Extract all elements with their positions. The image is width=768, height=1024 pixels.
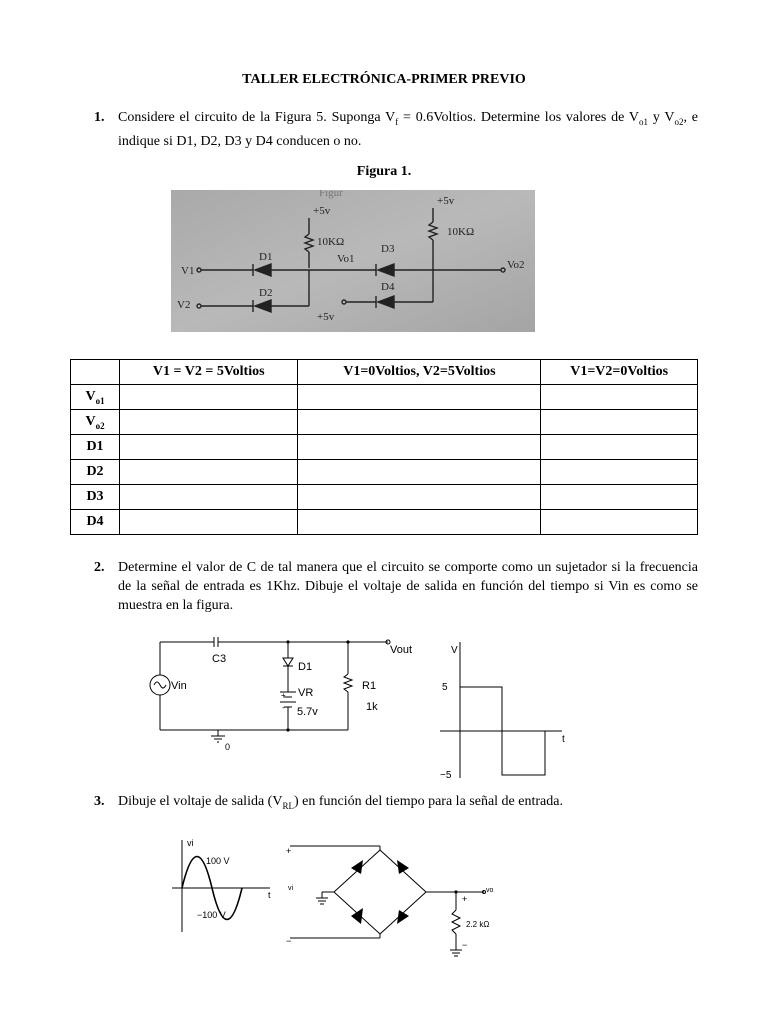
clamper-circuit (140, 630, 420, 755)
label-vr: VR (298, 687, 314, 699)
label-y-axis: V (451, 645, 458, 656)
label-c3: C3 (212, 653, 227, 665)
answer-cell[interactable] (120, 460, 298, 485)
label-vo2: Vo2 (507, 259, 525, 271)
table-row (71, 510, 698, 535)
label-d1: D1 (298, 661, 313, 673)
answer-cell[interactable] (298, 485, 541, 510)
label-plus: + (281, 691, 286, 700)
label-d3: D3 (381, 243, 395, 255)
answer-cell[interactable] (298, 435, 541, 460)
answer-cell[interactable] (120, 435, 298, 460)
question-2 (94, 558, 698, 615)
question-number: 3. (94, 794, 105, 809)
label-vin: Vin (171, 680, 187, 692)
question-number: 1. (94, 110, 105, 125)
label-r1-value: 1k (366, 701, 378, 713)
sine-wave-graph (170, 836, 280, 936)
answer-cell[interactable] (298, 510, 541, 535)
label-trough: −100 V (197, 910, 226, 920)
label-vout: Vout (390, 644, 413, 656)
label-resistor-value: 2.2 kΩ (466, 920, 490, 929)
row-label: D1 (71, 435, 120, 460)
table-header-cell: V1 = V2 = 5Voltios (120, 360, 298, 385)
square-wave-graph (438, 638, 578, 783)
label-vi: vi (288, 885, 294, 892)
label-plus5v-left: +5v (313, 205, 331, 217)
label-x-axis: t (562, 734, 565, 745)
label-ground: 0 (225, 742, 231, 752)
label-d4: D4 (381, 281, 395, 293)
row-label: D4 (71, 510, 120, 535)
label-v2: V2 (177, 299, 191, 311)
answer-cell[interactable] (541, 510, 698, 535)
label-vo1: Vo1 (337, 253, 355, 265)
answer-table (70, 359, 698, 535)
answer-cell[interactable] (298, 460, 541, 485)
circuit-photo (171, 190, 535, 332)
table-header-cell: V1=0Voltios, V2=5Voltios (298, 360, 541, 385)
table-row (71, 385, 698, 410)
question-3 (94, 792, 698, 816)
label-plus5v-bottom: +5v (317, 311, 335, 323)
label-peak: 100 V (206, 856, 230, 866)
table-row (71, 485, 698, 510)
answer-cell[interactable] (120, 385, 298, 410)
label-vr-value: 5.7v (297, 706, 318, 718)
label-out-plus: + (462, 894, 468, 904)
answer-cell[interactable] (541, 435, 698, 460)
question-number: 2. (94, 560, 105, 575)
label-x-axis: t (268, 890, 271, 900)
label-d1: D1 (259, 251, 273, 263)
label-resistor-left: 10KΩ (317, 236, 345, 248)
table-row (71, 460, 698, 485)
page-title: TALLER ELECTRÓNICA-PRIMER PREVIO (242, 72, 526, 87)
label-r1: R1 (362, 680, 377, 692)
figure-caption: Figura 1. (356, 164, 412, 179)
answer-cell[interactable] (120, 510, 298, 535)
table-header-row (71, 360, 698, 385)
table-header-cell: V1=V2=0Voltios (541, 360, 698, 385)
bridge-rectifier (284, 832, 504, 966)
row-label: D3 (71, 485, 120, 510)
answer-cell[interactable] (541, 460, 698, 485)
label-minus: - (282, 703, 285, 712)
label-low-level: −5 (440, 770, 452, 781)
faded-heading: Figur (319, 190, 343, 199)
question-1 (94, 108, 698, 151)
row-label: D2 (71, 460, 120, 485)
label-y-axis: vi (187, 838, 194, 848)
label-high-level: 5 (442, 682, 448, 693)
answer-cell[interactable] (298, 410, 541, 435)
answer-cell[interactable] (120, 410, 298, 435)
table-row (71, 435, 698, 460)
label-out-minus: − (462, 940, 468, 950)
answer-cell[interactable] (541, 385, 698, 410)
label-minus-input: − (286, 936, 292, 946)
question-text: Determine el valor de C de tal manera que el circuito se comporte como un sujetador si la frecuencia de la señal de entrada es 1Khz. Dibuje el voltaje de salida en función del tiempo si Vin es como se muestra en la figura. (118, 560, 698, 613)
table-row (71, 410, 698, 435)
answer-cell[interactable] (541, 485, 698, 510)
answer-cell[interactable] (541, 410, 698, 435)
answer-cell[interactable] (120, 485, 298, 510)
row-label: $V_{o1}$ (71, 385, 120, 410)
label-resistor-right: 10KΩ (447, 226, 475, 238)
label-vo: vo (486, 887, 494, 894)
label-v1: V1 (181, 265, 195, 277)
label-plus-input: + (286, 846, 292, 856)
answer-cell[interactable] (298, 385, 541, 410)
row-label: $V_{o2}$ (71, 410, 120, 435)
label-plus5v-right: +5v (437, 195, 455, 207)
label-d2: D2 (259, 287, 273, 299)
question-text: Dibuje el voltaje de salida $(V_{RL})$ en función del tiempo para la señal de entrada. (118, 794, 563, 811)
question-text: Considere el circuito de la Figura 5. Suponga $V_f$ = 0.6Voltios. Determine los valores de $V_{o1}$ y $V_{o2}$, e indique si D1, D2, D3 y D4 conducen o no. (118, 110, 698, 149)
table-header-cell (71, 360, 120, 385)
